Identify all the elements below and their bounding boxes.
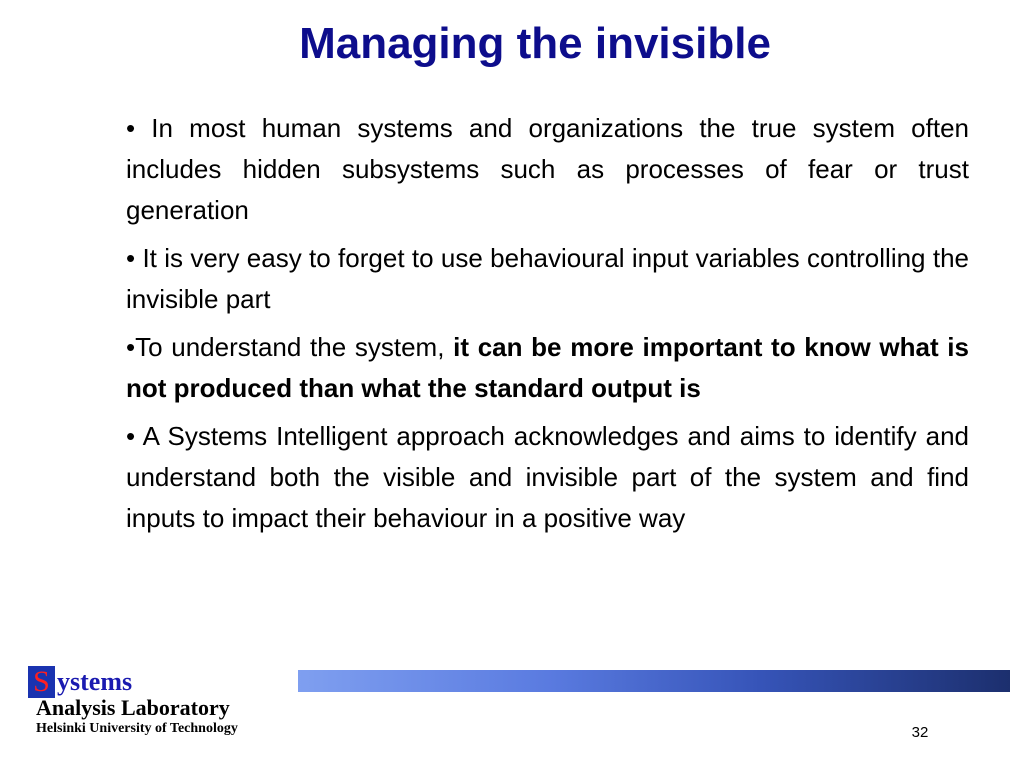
- bullet-item: [126, 416, 969, 539]
- bullet-text: It is very easy to forget to use behavioural input variables controlling the invisible part: [126, 243, 969, 314]
- logo-university-name: Helsinki University of Technology: [36, 721, 238, 736]
- bullet-item: [126, 327, 969, 409]
- footer-gradient-bar: [298, 670, 1010, 692]
- bullet-marker: •: [126, 113, 152, 143]
- slide-title: Managing the invisible: [299, 19, 771, 68]
- page-number: 32: [911, 724, 929, 741]
- bullet-list: [126, 108, 969, 546]
- bullet-text: To understand the system,: [135, 332, 454, 362]
- logo-initial-box: S: [28, 666, 55, 698]
- logo-lab-name: Analysis Laboratory: [36, 695, 230, 720]
- sal-logo: [28, 664, 318, 754]
- bullet-marker: •: [126, 332, 136, 362]
- bullet-marker: •: [126, 421, 143, 451]
- logo-systems-text: ystems: [57, 667, 133, 696]
- bullet-item: [126, 108, 969, 231]
- bullet-text: In most human systems and organizations the true system often includes hidden subsystems such as processes of fear or trust generation: [126, 113, 969, 225]
- bullet-bold-text: it can be more important to know what is not produced than what the standard output is: [126, 332, 969, 403]
- bullet-item: [126, 238, 969, 320]
- bullet-text: A Systems Intelligent approach acknowledges and aims to identify and understand both the visible and invisible part of the system and find inputs to impact their behaviour in a positive way: [126, 421, 969, 533]
- bullet-marker: •: [126, 243, 143, 273]
